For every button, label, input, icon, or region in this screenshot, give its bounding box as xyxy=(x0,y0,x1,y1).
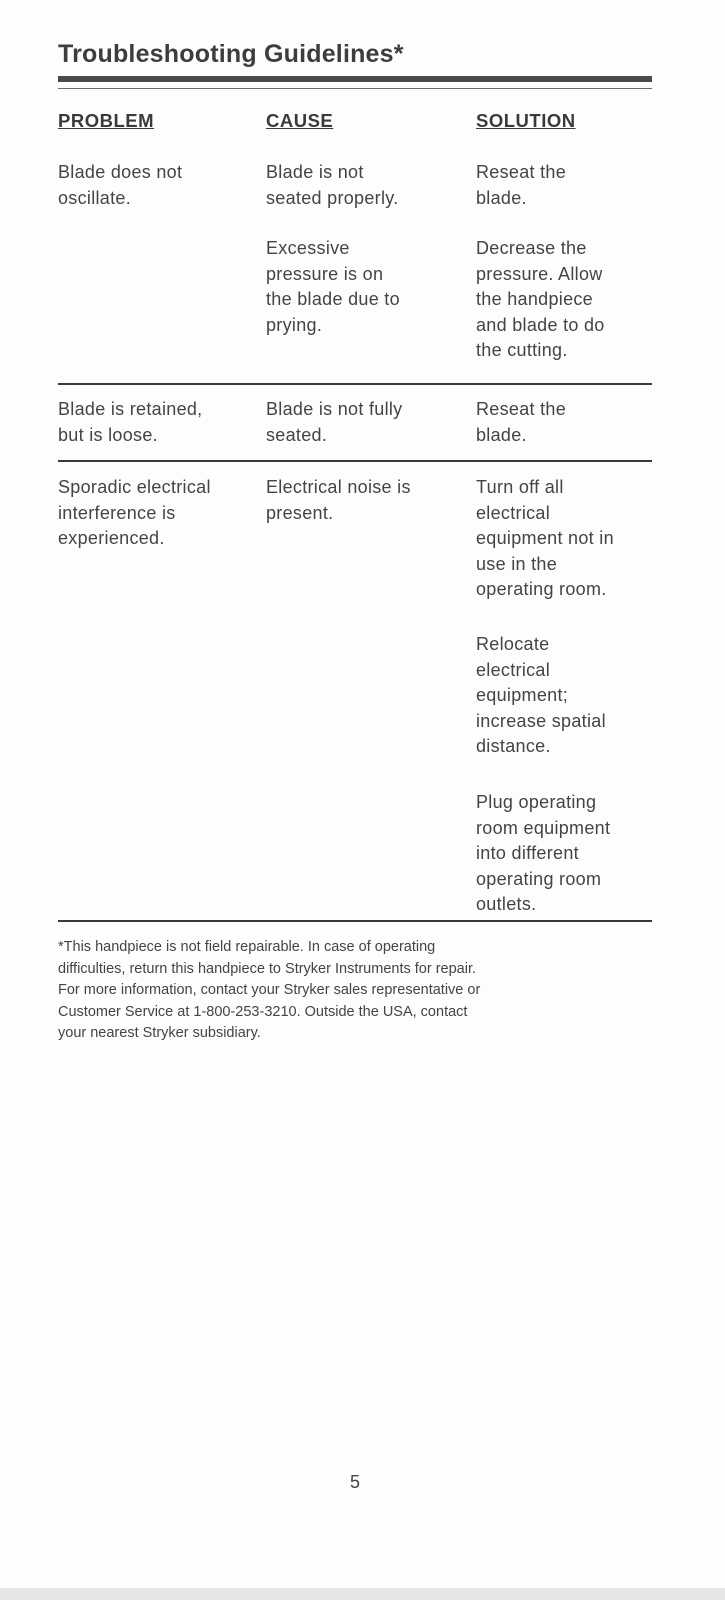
page-number: 5 xyxy=(349,1472,360,1492)
row3-problem xyxy=(58,475,253,552)
text-line: into different xyxy=(476,843,579,863)
page-bottom-edge xyxy=(0,1588,725,1600)
text-line: equipment; xyxy=(476,685,569,705)
text-line: use in the xyxy=(476,553,558,574)
text-line: Electrical noise is xyxy=(266,477,411,497)
text-line: interference is xyxy=(58,502,176,523)
row1-cause-2 xyxy=(266,236,466,338)
text-line: seated properly. xyxy=(266,187,399,208)
text-line: Blade is retained, xyxy=(58,399,203,419)
text-line: operating room xyxy=(476,868,602,889)
footnote-line: *This handpiece is not field repairable. In case of operating xyxy=(58,939,436,955)
text-line: Blade is not xyxy=(266,162,364,182)
row2-solution-1 xyxy=(476,397,652,448)
text-line: Turn off all xyxy=(476,477,564,497)
footnote-line: Customer Service at 1-800-253-3210. Outside the USA, contact xyxy=(58,1003,468,1020)
row2-cause-1 xyxy=(266,397,466,448)
row3-solution-2 xyxy=(476,632,652,760)
row1-solution-2 xyxy=(476,236,652,364)
row3-solution-1 xyxy=(476,475,652,603)
row-divider xyxy=(58,383,652,385)
footnote xyxy=(58,937,658,1045)
row3-solution-3 xyxy=(476,790,652,918)
text-line: Decrease the xyxy=(476,238,587,258)
text-line: prying. xyxy=(266,314,323,335)
text-line: Blade is not fully xyxy=(266,399,403,419)
text-line: experienced. xyxy=(58,528,165,548)
text-line: oscillate. xyxy=(58,187,132,208)
text-line: pressure. Allow xyxy=(476,263,603,284)
text-line: Reseat the xyxy=(476,162,567,182)
text-line: seated. xyxy=(266,424,328,445)
row3-cause-1 xyxy=(266,475,466,526)
text-line: Sporadic electrical xyxy=(58,477,211,497)
text-line: pressure is on xyxy=(266,263,384,284)
page-title: Troubleshooting Guidelines* xyxy=(58,40,404,68)
text-line: distance. xyxy=(476,736,551,756)
text-line: Reseat the xyxy=(476,399,567,419)
text-line: blade. xyxy=(476,187,527,208)
text-line: Blade does not xyxy=(58,162,183,182)
text-line: the blade due to xyxy=(266,289,400,309)
column-header-problem: PROBLEM xyxy=(58,110,154,131)
row1-solution-1 xyxy=(476,160,652,211)
text-line: electrical xyxy=(476,502,551,523)
text-line: but is loose. xyxy=(58,424,158,445)
text-line: present. xyxy=(266,502,334,523)
text-line: blade. xyxy=(476,424,527,445)
text-line: electrical xyxy=(476,659,551,680)
row1-problem xyxy=(58,160,253,211)
column-header-solution: SOLUTION xyxy=(476,110,576,131)
text-line: the cutting. xyxy=(476,340,568,360)
text-line: room equipment xyxy=(476,817,611,838)
text-line: increase spatial xyxy=(476,710,606,731)
title-underline-thick xyxy=(58,76,652,82)
footnote-line: For more information, contact your Stryker sales representative or xyxy=(58,982,481,998)
text-line: the handpiece xyxy=(476,289,593,309)
text-line: and blade to do xyxy=(476,314,605,335)
column-header-cause: CAUSE xyxy=(266,110,334,131)
row-divider xyxy=(58,460,652,462)
text-line: outlets. xyxy=(476,894,537,914)
text-line: Relocate xyxy=(476,634,550,654)
text-line: equipment not in xyxy=(476,528,614,548)
text-line: operating room. xyxy=(476,579,607,599)
text-line: Excessive xyxy=(266,238,350,258)
row2-problem xyxy=(58,397,253,448)
footnote-line: your nearest Stryker subsidiary. xyxy=(58,1025,261,1041)
text-line: Plug operating xyxy=(476,792,597,812)
table-bottom-rule xyxy=(58,920,652,922)
row1-cause-1 xyxy=(266,160,466,211)
title-underline-thin xyxy=(58,88,652,89)
footnote-line: difficulties, return this handpiece to Stryker Instruments for repair. xyxy=(58,960,477,977)
